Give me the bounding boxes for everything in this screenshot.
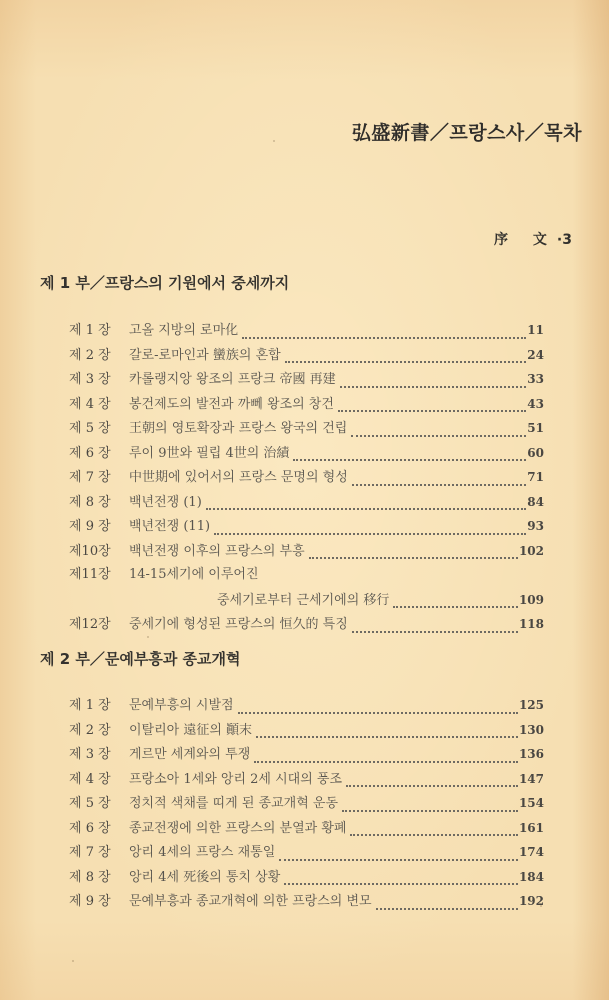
chapter-title: 봉건제도의 발전과 까뻬 왕조의 창건 [129,396,334,412]
toc-row[interactable] [69,539,544,564]
chapter-number: 제 8 장 [69,494,111,510]
dot-leader [242,325,526,339]
dot-leader [309,545,518,559]
chapter-number: 제 2 장 [69,347,111,363]
dot-leader [279,847,518,861]
chapter-page-number: 118 [518,617,544,631]
chapter-title: 백년전쟁 (11) [129,519,211,534]
dot-leader [256,724,518,738]
part-1-title: 제 1 부／프랑스의 기원에서 중세까지 [40,274,290,292]
chapter-title: 정치적 색채를 띠게 된 종교개혁 운동 [129,796,339,811]
chapter-page-number: 60 [527,445,544,460]
chapter-number: 제 5 장 [69,796,111,811]
toc-row[interactable] [69,742,544,767]
dot-leader [351,423,526,437]
dot-leader [352,619,518,633]
toc-row[interactable] [69,416,544,441]
toc-row[interactable] [69,816,544,841]
chapter-page-number: 147 [518,771,544,786]
dot-leader [238,700,518,714]
dot-leader [284,871,518,885]
chapter-number: 제10장 [69,543,111,559]
chapter-page-number: 11 [527,323,544,337]
preface-label: 序 文 [494,232,557,248]
chapter-number: 제 4 장 [69,771,111,787]
dot-leader [206,496,527,510]
chapter-title: 앙리 4세의 프랑스 재통일 [129,845,276,860]
chapter-title: 14-15세기에 이루어진 [129,567,259,582]
dot-leader [214,521,526,535]
dot-leader [338,398,526,412]
chapter-title: 이탈리아 遠征의 顚末 [129,722,253,738]
toc-row[interactable] [69,693,544,718]
chapter-page-number: 184 [518,869,544,884]
part-2-title: 제 2 부／문예부흥과 종교개혁 [40,650,241,668]
chapter-page-number: 154 [518,796,544,810]
chapter-number: 제 7 장 [69,845,111,860]
chapter-page-number: 130 [518,722,544,737]
toc-row[interactable] [69,718,544,743]
chapter-number: 제 6 장 [69,445,111,461]
chapter-number: 제 3 장 [69,372,111,387]
dot-leader [285,349,527,363]
dot-leader [346,773,518,787]
chapter-page-number: 84 [527,494,544,509]
chapter-number: 제 9 장 [69,894,111,909]
chapter-title: 종교전쟁에 의한 프랑스의 분열과 황폐 [129,820,347,836]
chapter-title: 앙리 4세 死後의 통치 상황 [129,869,281,885]
toc-row-continuation[interactable] [69,588,544,613]
chapter-title: 갈로-로마인과 蠻族의 혼합 [129,347,281,363]
dot-leader [342,798,518,812]
paper-speck [72,960,74,962]
chapter-title: 문예부흥의 시발점 [129,698,234,713]
toc-row[interactable] [69,767,544,792]
chapter-page-number: 192 [518,894,544,908]
toc-row[interactable] [69,318,544,343]
toc-row[interactable] [69,441,544,466]
toc-row[interactable] [69,514,544,539]
dot-leader [340,374,527,388]
dot-leader [263,572,544,584]
chapter-page-number: 24 [527,347,544,362]
chapter-number: 제 9 장 [69,519,111,534]
toc-row[interactable] [69,343,544,368]
chapter-page-number: 136 [518,747,544,761]
dot-leader [393,594,518,608]
dot-leader [350,822,517,836]
toc-row[interactable] [69,392,544,417]
toc-row[interactable] [69,791,544,816]
chapter-page-number: 93 [527,519,544,533]
chapter-page-number: 109 [518,592,544,607]
chapter-title: 루이 9世와 필립 4世의 治績 [129,445,290,461]
chapter-number: 제 2 장 [69,722,111,738]
toc-row[interactable] [69,563,544,588]
chapter-number: 제 1 장 [69,323,111,338]
chapter-page-number: 125 [518,698,544,712]
part-1-chapter-list [69,318,544,637]
chapter-number: 제 3 장 [69,747,111,762]
toc-row[interactable] [69,612,544,637]
paper-speck [273,140,275,142]
chapter-title: 게르만 세계와의 투쟁 [129,747,251,762]
toc-row[interactable] [69,367,544,392]
part-2-chapter-list [69,693,544,914]
chapter-title: 중세기에 형성된 프랑스의 恒久的 특징 [129,617,348,632]
series-title: 弘盛新書／프랑스사／목차 [351,122,582,144]
chapter-page-number: 161 [518,820,544,835]
chapter-number: 제12장 [69,617,111,632]
preface-separator: · [556,232,563,248]
toc-row[interactable] [69,465,544,490]
chapter-title: 백년전쟁 이후의 프랑스의 부흥 [129,543,305,559]
chapter-number: 제 7 장 [69,470,111,485]
paper-speck [540,905,542,907]
chapter-title: 프랑소아 1세와 앙리 2세 시대의 풍조 [129,771,343,787]
dot-leader [352,472,527,486]
chapter-number: 제 5 장 [69,421,111,436]
chapter-page-number: 51 [527,421,544,435]
chapter-page-number: 33 [527,372,544,386]
chapter-page-number: 71 [527,470,544,484]
chapter-page-number: 43 [527,396,544,411]
chapter-page-number: 174 [518,845,544,859]
toc-row[interactable] [69,840,544,865]
chapter-title: 카롤랭지앙 왕조의 프랑크 帝國 再建 [129,372,336,387]
toc-row[interactable] [69,490,544,515]
preface-entry [494,229,572,249]
chapter-title: 고올 지방의 로마化 [129,323,239,338]
chapter-title-continuation: 중세기로부터 근세기에의 移行 [217,592,390,608]
dot-leader [293,447,526,461]
chapter-title: 王朝의 영토확장과 프랑스 왕국의 건립 [129,421,348,436]
toc-row[interactable] [69,865,544,890]
dot-leader [376,896,518,910]
chapter-page-number: 102 [518,543,544,558]
chapter-number: 제 8 장 [69,869,111,885]
chapter-title: 문예부흥과 종교개혁에 의한 프랑스의 변모 [129,894,372,909]
preface-page-number: 3 [562,232,572,248]
chapter-title: 中世期에 있어서의 프랑스 문명의 형성 [129,470,348,485]
chapter-number: 제 6 장 [69,820,111,836]
chapter-number: 제 4 장 [69,396,111,412]
chapter-title: 백년전쟁 (1) [129,494,202,510]
toc-row[interactable] [69,889,544,914]
chapter-number: 제 1 장 [69,698,111,713]
paper-speck [147,636,149,638]
chapter-number: 제11장 [69,567,111,582]
dot-leader [254,749,518,763]
